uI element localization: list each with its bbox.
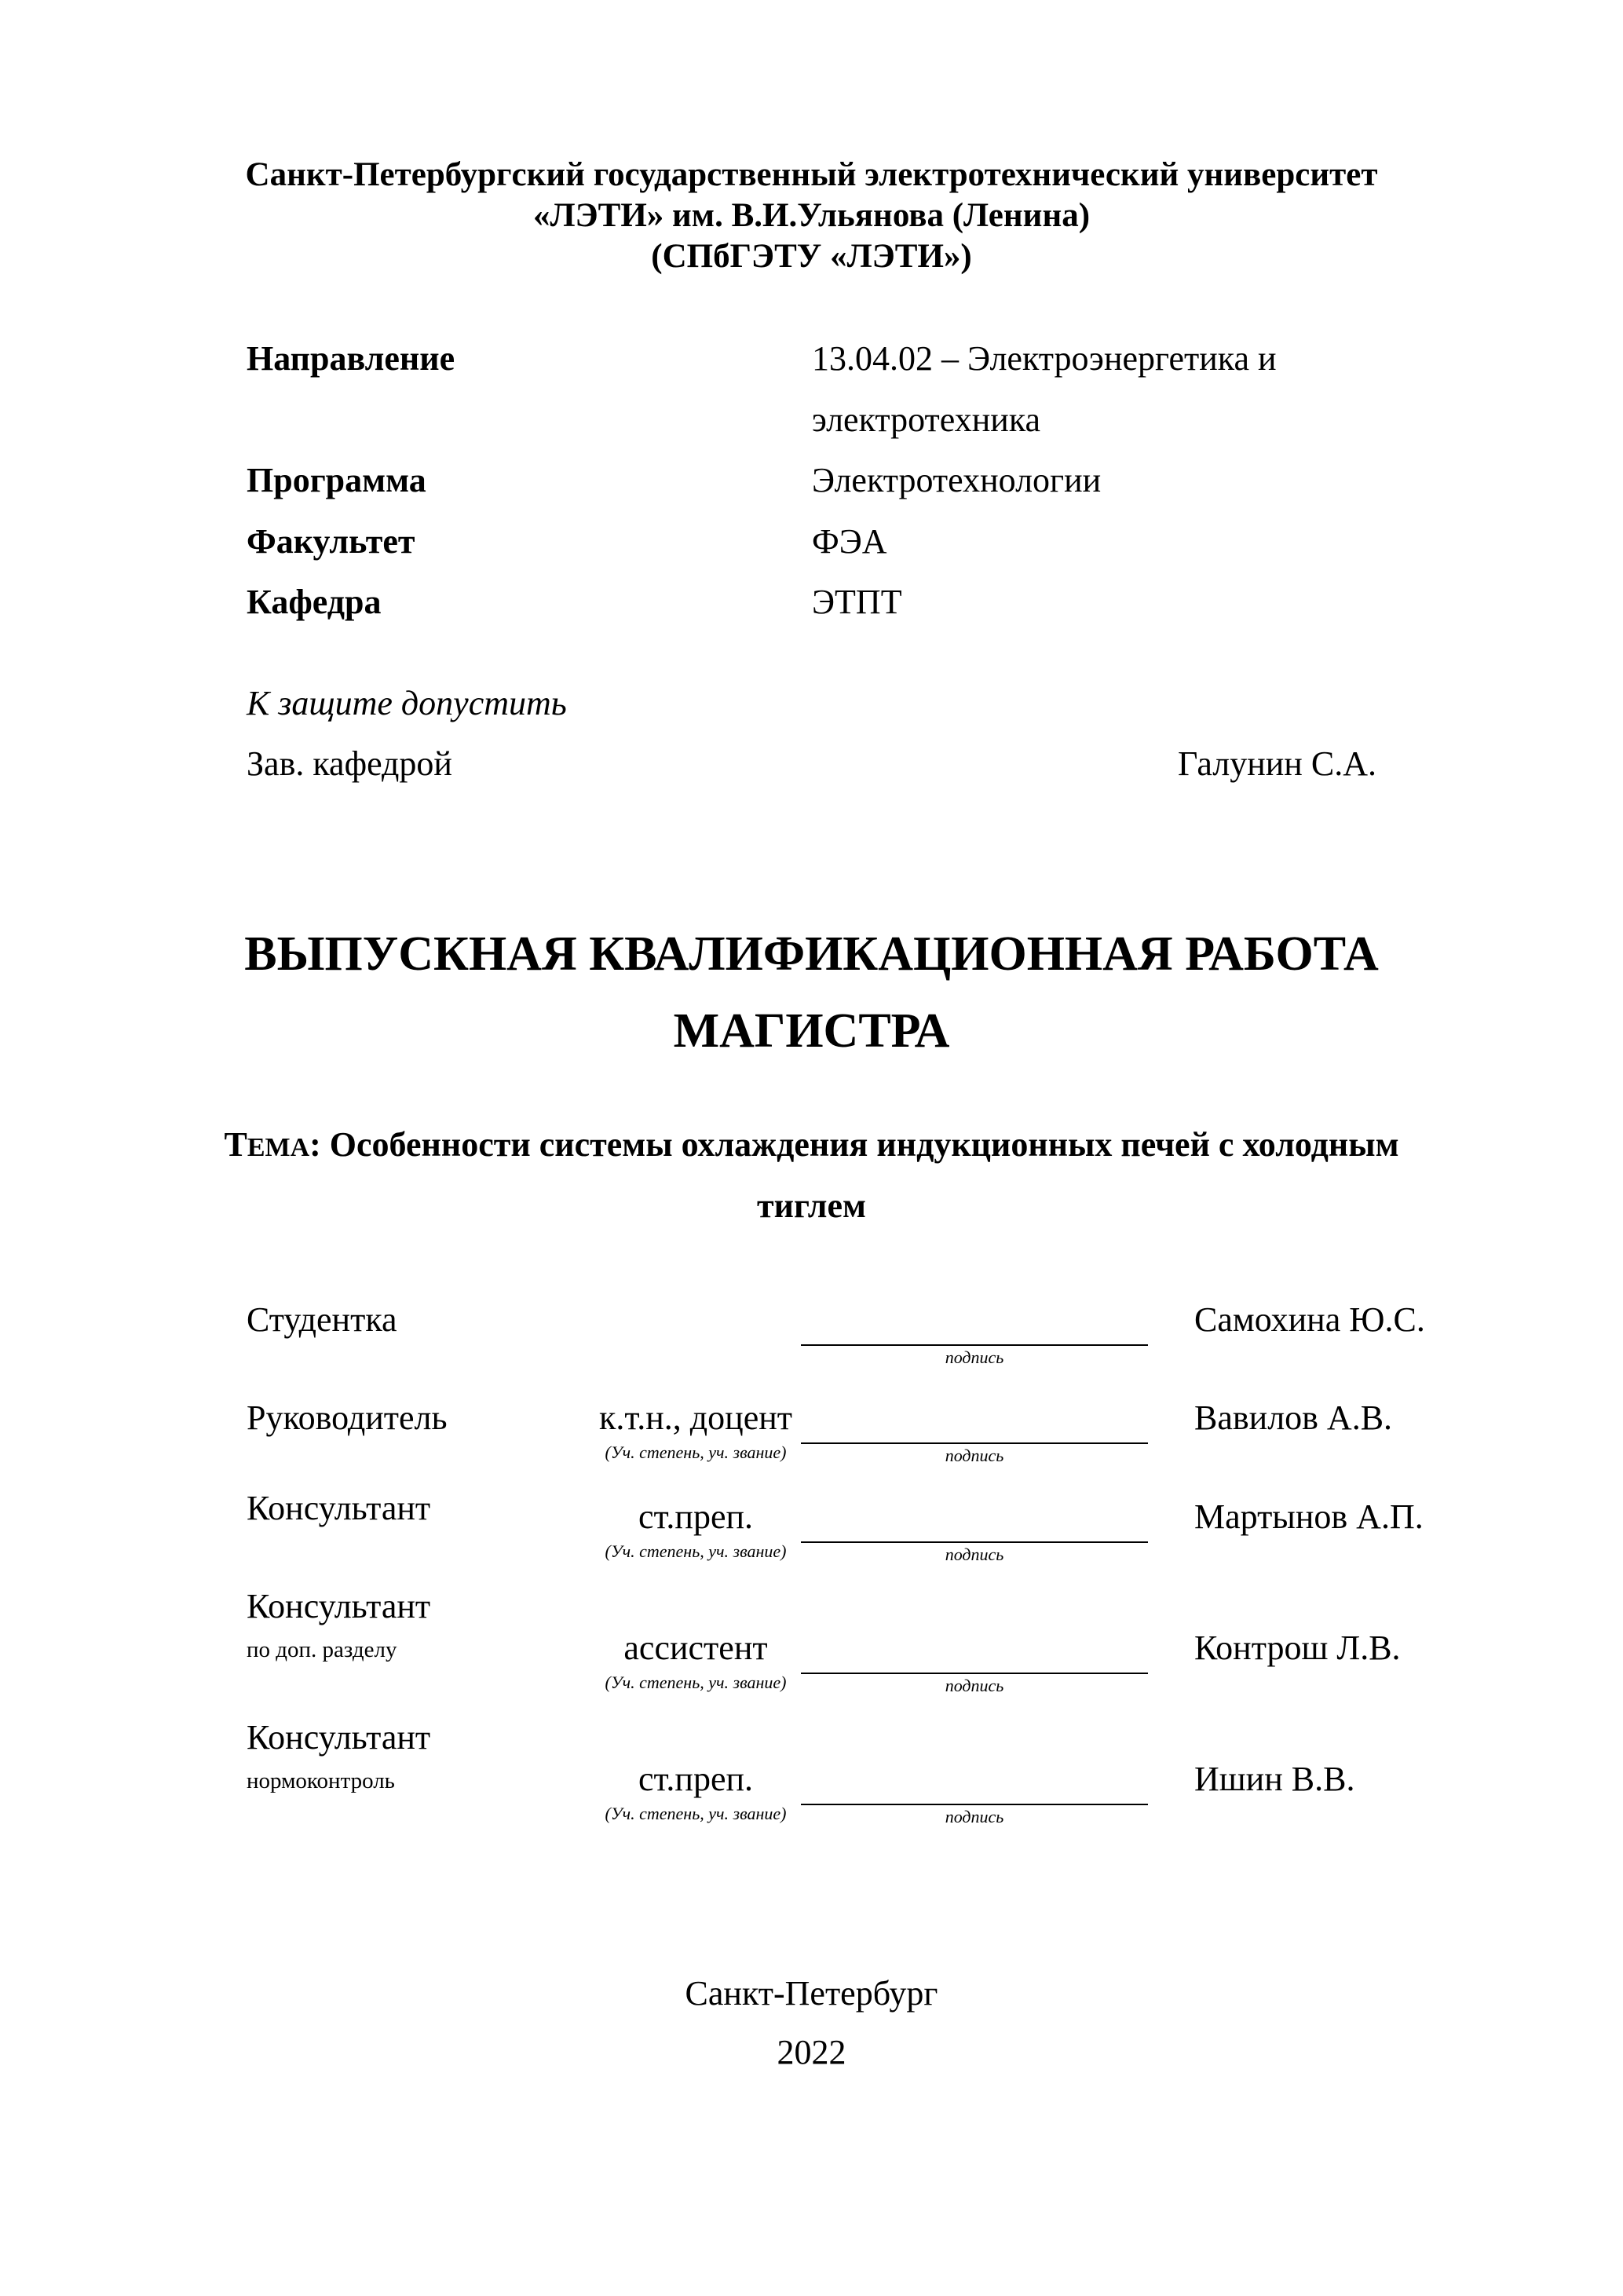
signature-name-consultant-2: Контрош Л.В.: [1194, 1629, 1401, 1667]
signature-degree-consultant-2: ассистент: [623, 1629, 768, 1667]
signature-hint-supervisor: подпись: [945, 1446, 1004, 1465]
info-value-direction: 13.04.02 – Электроэнергетика и: [812, 339, 1277, 378]
info-value-program: Электротехнологии: [812, 461, 1102, 499]
topic-colon: :: [309, 1125, 321, 1164]
footer-year: 2022: [777, 2033, 846, 2071]
signature-line-consultant-1: [801, 1541, 1148, 1543]
signature-hint-consultant-3: подпись: [945, 1807, 1004, 1826]
signature-degree-caption-consultant-3: (Уч. степень, уч. звание): [605, 1804, 787, 1823]
footer-city: Санкт-Петербург: [685, 1974, 938, 2013]
signature-name-student: Самохина Ю.С.: [1194, 1300, 1425, 1339]
approval-label: К защите допустить: [247, 684, 567, 722]
signature-degree-consultant-3: ст.преп.: [638, 1760, 754, 1798]
topic-prefix-rest: ЕМА: [247, 1133, 310, 1162]
document-title-line2: МАГИСТРА: [673, 1004, 950, 1058]
signature-degree-caption-supervisor: (Уч. степень, уч. звание): [605, 1442, 787, 1462]
signature-role-student: Студентка: [247, 1300, 397, 1339]
info-label-direction: Направление: [247, 339, 455, 378]
signature-role-consultant-2: Консультант: [247, 1587, 431, 1625]
signature-degree-caption-consultant-2: (Уч. степень, уч. звание): [605, 1673, 787, 1692]
info-label-faculty: Факультет: [247, 522, 415, 561]
signature-degree-caption-consultant-1: (Уч. степень, уч. звание): [605, 1541, 787, 1561]
signature-hint-consultant-1: подпись: [945, 1545, 1004, 1564]
approval-name: Галунин С.А.: [1178, 744, 1376, 783]
signature-line-consultant-3: [801, 1804, 1148, 1805]
signature-degree-supervisor: к.т.н., доцент: [598, 1398, 793, 1437]
topic-prefix-cap: Т: [224, 1125, 247, 1164]
topic-line2: тиглем: [757, 1186, 866, 1225]
info-value-direction-cont: электротехника: [812, 400, 1041, 439]
signature-subrole-consultant-2: по доп. разделу: [247, 1637, 397, 1662]
info-label-program: Программа: [247, 461, 426, 499]
signature-name-supervisor: Вавилов А.В.: [1194, 1398, 1393, 1437]
topic-text-line1: Особенности системы охлаждения индукционных печей с холодным: [329, 1125, 1399, 1164]
info-value-department: ЭТПТ: [812, 583, 902, 621]
info-value-faculty: ФЭА: [812, 522, 887, 561]
university-name-line2: «ЛЭТИ» им. В.И.Ульянова (Ленина): [532, 197, 1091, 234]
signature-hint-student: подпись: [945, 1347, 1004, 1367]
university-abbreviation: (СПбГЭТУ «ЛЭТИ»): [651, 238, 972, 275]
signature-line-supervisor: [801, 1442, 1148, 1444]
signature-role-supervisor: Руководитель: [247, 1398, 448, 1437]
topic-line1: [0, 1124, 1623, 1164]
signature-role-consultant-1: Консультант: [247, 1489, 431, 1527]
signature-line-consultant-2: [801, 1673, 1148, 1674]
signature-hint-consultant-2: подпись: [945, 1676, 1004, 1695]
signature-name-consultant-1: Мартынов А.П.: [1194, 1497, 1424, 1536]
approval-role: Зав. кафедрой: [247, 744, 452, 783]
info-label-department: Кафедра: [247, 583, 382, 621]
signature-degree-consultant-1: ст.преп.: [638, 1497, 754, 1536]
signature-role-consultant-3: Консультант: [247, 1718, 431, 1757]
document-title-line1: ВЫПУСКНАЯ КВАЛИФИКАЦИОННАЯ РАБОТА: [244, 927, 1379, 981]
signature-subrole-consultant-3: нормоконтроль: [247, 1768, 395, 1793]
signature-name-consultant-3: Ишин В.В.: [1194, 1760, 1355, 1798]
university-name-line1: Санкт-Петербургский государственный электротехнический университет: [245, 156, 1378, 193]
signature-line-student: [801, 1344, 1148, 1346]
